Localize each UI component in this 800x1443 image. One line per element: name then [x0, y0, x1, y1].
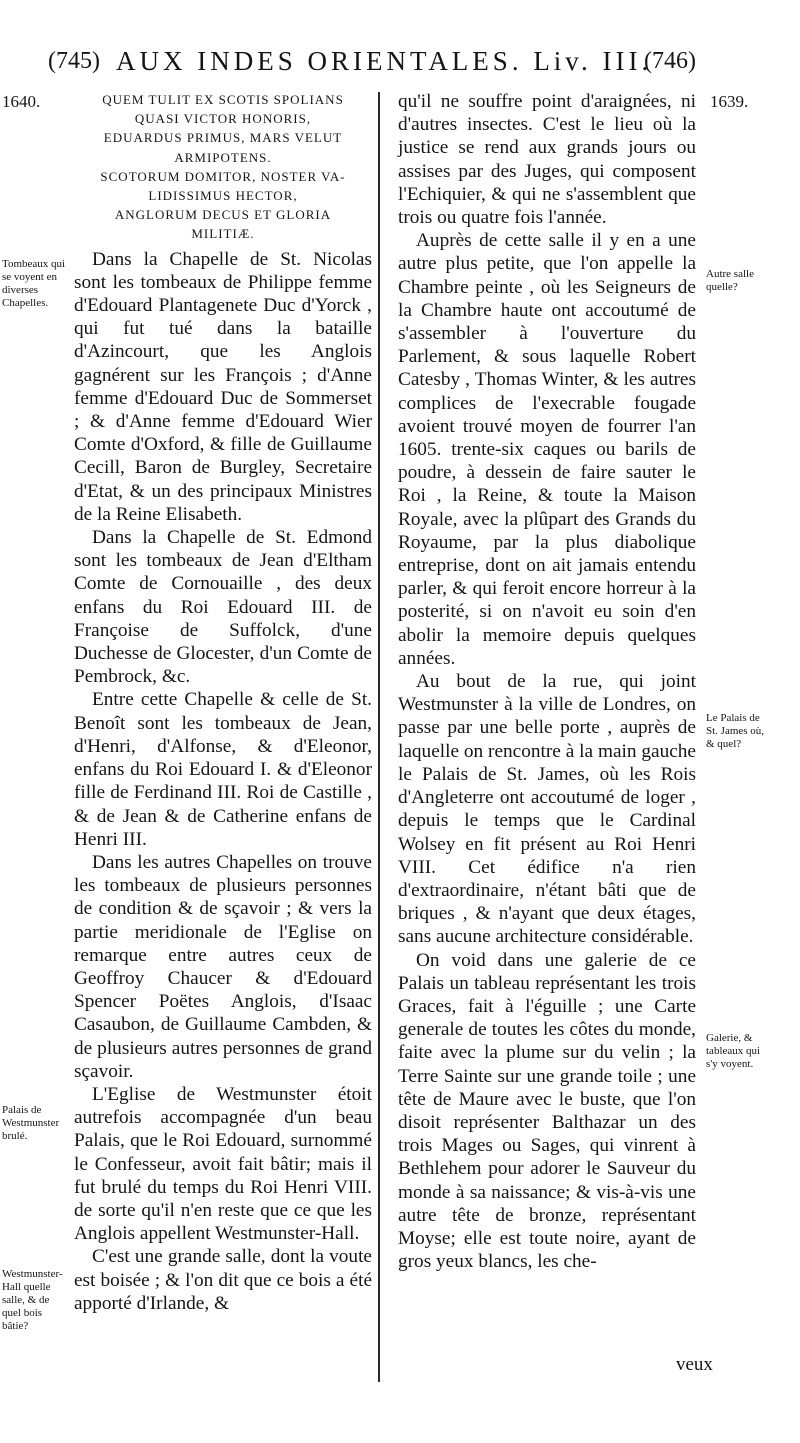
- epitaph-line: SCOTORUM DOMITOR, NOSTER VA-: [100, 168, 346, 184]
- paragraph-autres-chapelles: Dans les autres Chapelles on trouve les tombeaux de plusieurs personnes de condition & de sçavoir ; & vers la partie meridionale de l'Eglise on remarque entre autres ceux de Geoffroy Chaucer & d'Edouard Spencer Poëtes Anglois, d'Isaac Casaubon, de Guillaume Cambden, & de plusieurs autres personnes de grand sçavoir.: [74, 851, 372, 1082]
- year-right: 1639.: [710, 92, 749, 111]
- epitaph-line: ANGLORUM DECUS ET GLORIA: [114, 207, 332, 223]
- margin-note: Galerie, & tableaux qui s'y voyent.: [706, 1032, 761, 1070]
- paragraph-grande-salle: C'est une grande salle, dont la voute est boisée ; & l'on dit que ce bois a été apporté d'Irlande, &: [74, 1246, 372, 1314]
- page-number-right: (746): [644, 48, 696, 74]
- column-divider: [378, 92, 380, 1382]
- year-left: 1640.: [2, 92, 41, 111]
- running-title: AUX INDES ORIENTALES. Liv. III.: [116, 46, 653, 76]
- epitaph-line: QUASI VICTOR HONORIS,: [134, 111, 312, 127]
- epitaph-line: ARMIPOTENS.: [174, 149, 272, 165]
- page-number-left: (745): [48, 48, 100, 74]
- margin-note: Le Palais de St. James où, & quel?: [706, 712, 765, 750]
- margin-note: Autre salle quelle?: [706, 268, 754, 293]
- paragraph-chapelle-st-nicolas: Dans la Chapelle de St. Nicolas sont les tombeaux de Philippe femme d'Edouard Plantagenete Duc d'Yorck , qui fut tué dans la bataille d'Azincourt, que les Anglois gagnérent sur les François ; d'Anne femme d'Edouard Duc de Sommerset ; & d'Anne femme d'Edouard Wier Comte d'Oxford, & fille de Guillaume Cecill, Baron de Burgley, Secretaire d'Etat, & un des principaux Ministres de la Reine Elisabeth.: [74, 248, 372, 525]
- paragraph-continuation: qu'il ne souffre point d'araignées, ni d'autres insectes. C'est le lieu où la justice se rend aux grands jours ou assises par des Juges, qui composent l'Echiquier, & qui ne s'assemblent que trois ou quatre fois l'année.: [398, 91, 696, 229]
- margin-note: Tombeaux qui se voyent en diverses Chapelles.: [2, 258, 66, 309]
- paragraph-chambre-peinte: Auprès de cette salle il y en a une autre plus petite, que l'on appelle la Chambre peinte , où les Seigneurs de la Chambre haute ont accoutumé de s'assembler à l'ouverture du Parlement, & sous laquelle Robert Catesby , Thomas Winter, & les autres complices de l'execrable fougade avoient trouvé moyen de fourrer l'an 1605. trente-six caques ou barils de poudre, à dessein de faire sauter le Roi , la Reine, & toute la Maison Royale, avec la plûpart des Grands du Royaume, par la plus diabolique entreprise, dont on ait jamais entendu parler, & qui feroit encore horreur à la posterité, si on n'avoit eu soin d'en abolir la memoire depuis quelques années.: [398, 230, 696, 669]
- left-column: [74, 90, 372, 1315]
- margin-note: Palais de Westmunster brulé.: [2, 1104, 60, 1142]
- paragraph-palais-st-james: Au bout de la rue, qui joint Westmunster à la ville de Londres, on passe par une belle porte , auprès de laquelle on rencontre à la main gauche le Palais de St. James, où les Rois d'Angleterre ont accoutumé de loger , depuis le temps que le Cardinal Wolsey en fit présent au Roi Henri VIII. Cet édifice n'a rien d'extraordinaire, n'étant bâti que de briques , & n'ayant que deux étages, sans aucune architecture considérable.: [398, 671, 696, 948]
- epitaph-line: QUEM TULIT EX SCOTIS SPOLIANS: [102, 92, 344, 107]
- epitaph-line: MILITIÆ.: [191, 226, 255, 242]
- catchword: veux: [676, 1354, 713, 1375]
- epitaph-line: EDUARDUS PRIMUS, MARS VELUT: [103, 130, 343, 146]
- latin-epitaph: [74, 90, 372, 244]
- margin-note: Westmunster-Hall quelle salle, & de quel bois bâtie?: [2, 1268, 63, 1332]
- right-column: [398, 90, 696, 1273]
- epitaph-line: LIDISSIMUS HECTOR,: [148, 188, 298, 204]
- paragraph-galerie: On void dans une galerie de ce Palais un tableau représentant les trois Graces, fait à l'éguille ; une Carte generale de toutes les côtes du monde, faite avec la plume sur du velin ; la Terre Sainte sur une grande toile ; une tête de Maure avec le buste, que l'on disoit représenter Balthazar un des trois Mages ou Sages, qui vinrent à Bethlehem pour adorer le Sauveur du monde à sa naissance; & vis-à-vis une autre tête de bronze, représentant Moyse; elle est toute noire, ayant de gros yeux blancs, les che-: [398, 949, 696, 1273]
- paragraph-palais-westmunster: L'Eglise de Westmunster étoit autrefois accompagnée d'un beau Palais, que le Roi Edouard, surnommé le Confesseur, avoit fait bâtir; mais il fut brulé du temps du Roi Henri VIII. de sorte qu'il n'en reste que ce que les Anglois appellent Westmunster-Hall.: [74, 1083, 372, 1245]
- paragraph-chapelle-st-benoit: Entre cette Chapelle & celle de St. Benoît sont les tombeaux de Jean, d'Henri, d'Alfonse, & d'Eleonor, enfans du Roi Edouard I. & d'Eleonor fille de Ferdinand III. Roi de Castille , & de Jean & de Catherine enfans de Henri III.: [74, 689, 372, 850]
- paragraph-chapelle-st-edmond: Dans la Chapelle de St. Edmond sont les tombeaux de Jean d'Eltham Comte de Cornouaille , des deux enfans du Roi Edouard III. de Françoise de Suffolck, d'une Duchesse de Glocester, d'un Comte de Pembrock, &c.: [74, 527, 372, 688]
